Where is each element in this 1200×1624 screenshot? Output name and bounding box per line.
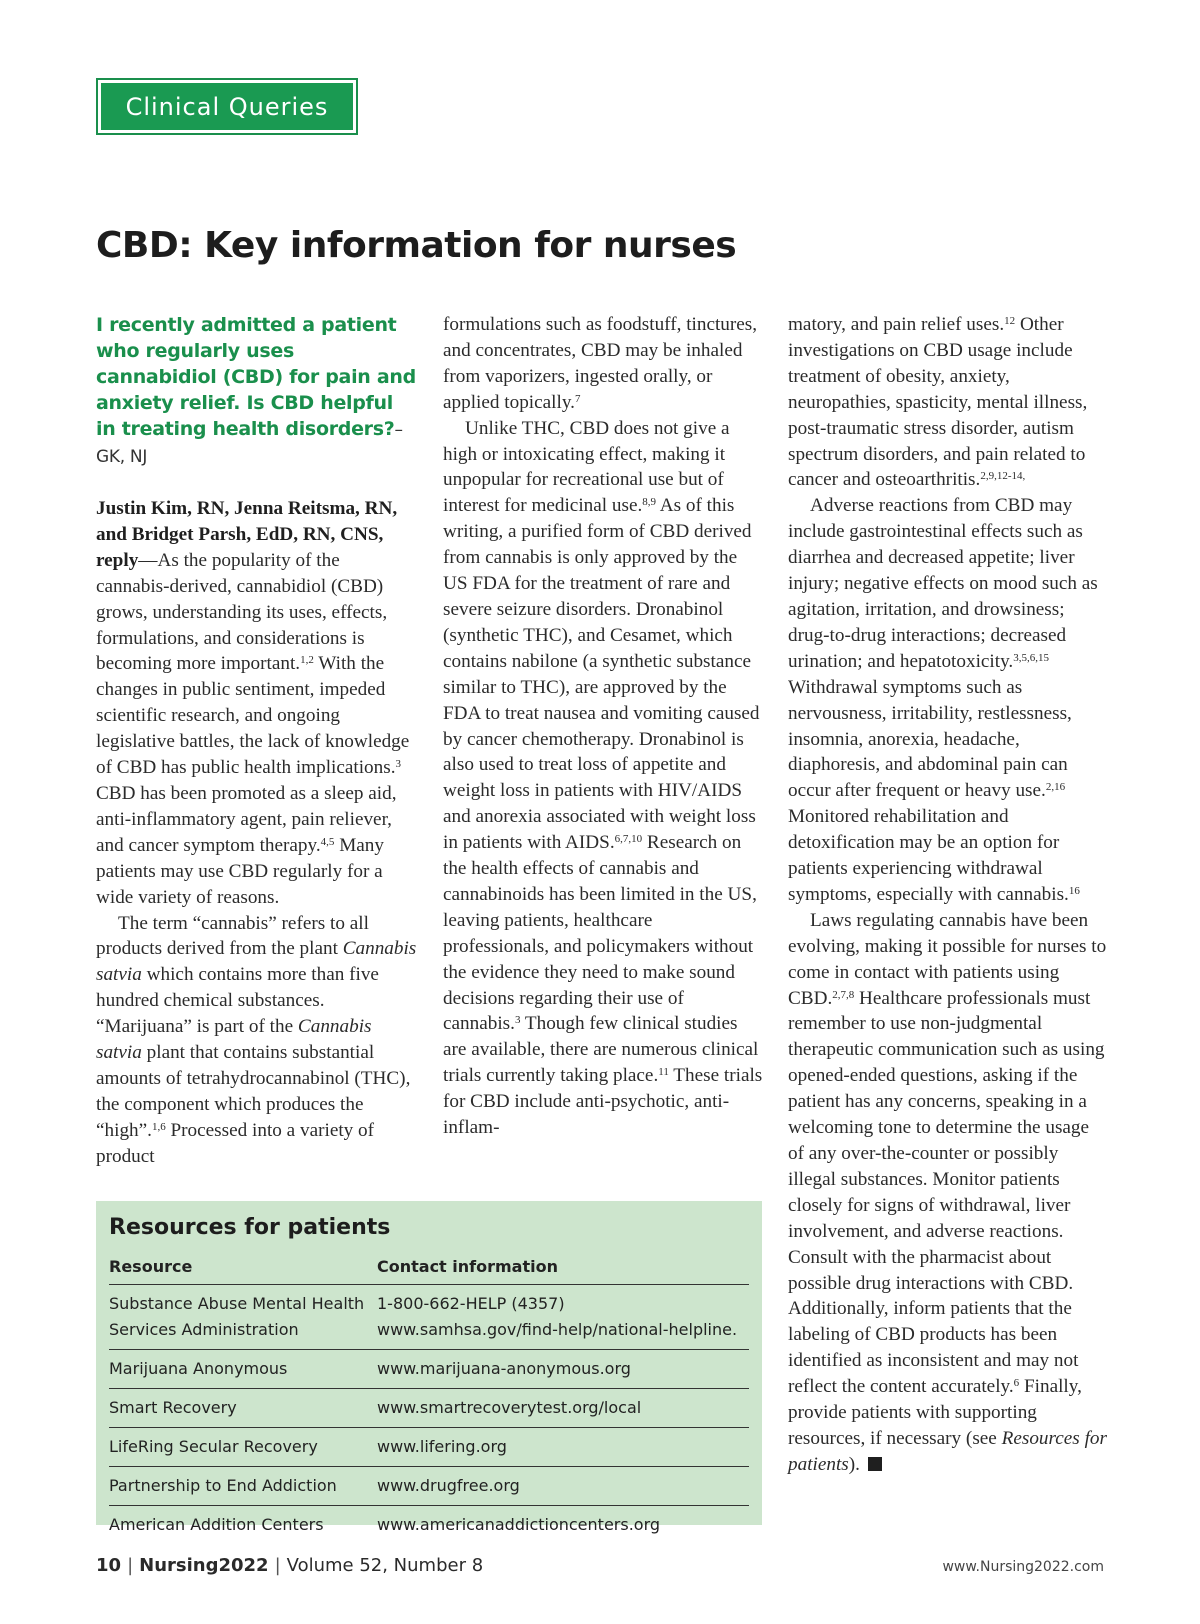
end-of-article-square-icon xyxy=(868,1457,882,1471)
citation: 12 xyxy=(1004,315,1016,327)
text-run: As of this writing, a purified form of CBD derived from cannabis is only approved by the US FDA for the treatment of rare and severe seizure disorders. Dronabinol (synthetic THC), and Cesamet, which contains nabilone (a synthetic substance similar to THC), are approved by the FDA to treat nausea and vomiting caused by cancer chemotherapy. Dronabinol is also used to treat loss of appetite and weight loss in patients with HIV/AIDS and anorexia associated with weight loss in patients with AIDS. xyxy=(443,495,760,854)
question-text: I recently admitted a patient who regularly uses cannabidiol (CBD) for pain and anxiety relief. Is CBD helpful in treating health disorders? xyxy=(96,314,416,440)
question-attribution: – GK, NJ xyxy=(96,420,403,467)
citation: 4,5 xyxy=(320,835,335,848)
text-run: plant that contains substantial amounts of tetrahydrocannabinol (THC), the component which produces the “high”. xyxy=(96,1042,411,1141)
citation: 3 xyxy=(395,758,401,771)
col1-paragraph-1 xyxy=(96,496,418,911)
footer-divider: | xyxy=(274,1555,281,1576)
resource-name: Substance Abuse Mental Health Services Administration xyxy=(109,1285,377,1350)
reader-question xyxy=(96,312,418,470)
text-run: Finally, provide patients with supporting resources, if necessary (see xyxy=(788,1376,1082,1449)
resource-contact: www.drugfree.org xyxy=(377,1467,749,1506)
resource-contact: www.marijuana-anonymous.org xyxy=(377,1350,749,1389)
col3-paragraph-1 xyxy=(788,312,1108,493)
citation: 6,7,10 xyxy=(614,833,643,846)
text-run: Many patients may use CBD regularly for a wide variety of reasons. xyxy=(96,834,384,908)
text-run: CBD has been promoted as a sleep aid, anti-inflammatory agent, pain reliever, and cancer symptom therapy. xyxy=(96,782,397,856)
magazine-name: Nursing2022 xyxy=(139,1555,269,1576)
text-run: ). xyxy=(848,1453,860,1475)
col3-paragraph-3 xyxy=(788,908,1108,1478)
text-run: These trials for CBD include anti-psychotic, anti-inflam- xyxy=(443,1065,763,1139)
resource-contact: 1-800-662-HELP (4357) www.samhsa.gov/find-help/national-helpline. xyxy=(377,1285,749,1350)
resource-contact: www.americanaddictioncenters.org xyxy=(377,1515,661,1534)
citation: 8,9 xyxy=(642,496,657,509)
author-byline: Justin Kim, RN, Jenna Reitsma, RN, and Bridget Parsh, EdD, RN, CNS, reply xyxy=(96,498,398,571)
column-header-contact: Contact information xyxy=(377,1257,749,1285)
footer-divider: | xyxy=(127,1555,134,1576)
page-number: 10 xyxy=(96,1555,122,1576)
text-run: The term “cannabis” refers to all products derived from the plant xyxy=(96,912,369,960)
resource-name: American Addition Centers xyxy=(109,1515,324,1534)
footer-folio xyxy=(96,1555,483,1576)
text-run: Adverse reactions from CBD may include gastrointestinal effects such as diarrhea and decreased appetite; liver injury; negative effects on mood such as agitation, irritation, and drowsiness; drug-to-drug interactions; decreased urination; and hepatotoxicity. xyxy=(788,495,1098,672)
citation: 2,9,12-14, xyxy=(980,470,1026,483)
table-row xyxy=(109,1285,749,1350)
text-run: Healthcare professionals must remember to use non-judgmental therapeutic communication such as using opened-ended questions, asking if the patient has any concerns, speaking in a welcoming tone to determine the usage of any over-the-counter or possibly illegal substances. Monitor patients closely for signs of withdrawal, liver involvement, and adverse reactions. Consult with the pharmacist about possible drug interactions with CBD. Additionally, inform patients that the labeling of CBD products has been identified as inconsistent and may not reflect the content accurately. xyxy=(788,987,1105,1398)
resources-table xyxy=(109,1257,749,1544)
table-header-row xyxy=(109,1257,749,1285)
citation: 16 xyxy=(1068,884,1080,897)
citation: 2,16 xyxy=(1045,781,1066,794)
column-header-resource: Resource xyxy=(109,1257,377,1285)
citation: 1,6 xyxy=(151,1120,166,1133)
text-run: Withdrawal symptoms such as nervousness, irritability, restlessness, insomnia, anorexia, headache, diaphoresis, and abdominal pain can occur after frequent or heavy use. xyxy=(788,676,1072,802)
table-row xyxy=(109,1350,749,1389)
italic-term: Cannabis satvia xyxy=(96,1016,372,1064)
text-run: which contains more than five hundred chemical substances. “Marijuana” is part of the xyxy=(96,964,379,1038)
resources-title: Resources for patients xyxy=(109,1215,391,1240)
table-row xyxy=(109,1506,749,1545)
citation: 3 xyxy=(514,1014,521,1027)
citation: 3,5,6,15 xyxy=(1013,651,1049,664)
table-row xyxy=(109,1389,749,1428)
text-run: Laws regulating cannabis have been evolving, making it possible for nurses to come in contact with patients using CBD. xyxy=(788,909,1107,1009)
text-run: Other investigations on CBD usage include treatment of obesity, anxiety, neuropathies, spasticity, mental illness, post-traumatic stress disorder, autism spectrum disorders, and pain related to cancer and osteoarthritis. xyxy=(788,314,1088,491)
text-column-2 xyxy=(443,312,763,1141)
citation: 2,7,8 xyxy=(832,988,855,1001)
text-run: matory, and pain relief uses. xyxy=(788,314,1005,335)
italic-term: Resources for patients xyxy=(788,1427,1107,1475)
text-run: Processed into a variety of product xyxy=(96,1119,375,1167)
text-run: Research on the health effects of cannabis and cannabinoids has been limited in the US, leaving patients, healthcare professionals, and policymakers without the evidence they need to make sound decisions regarding their use of cannabis. xyxy=(443,832,757,1035)
citation: 7 xyxy=(574,392,581,405)
text-run: Unlike THC, CBD does not give a high or intoxicating effect, making it unpopular for recreational use but of interest for medicinal use. xyxy=(443,417,730,517)
col1-paragraph-2 xyxy=(96,911,418,1170)
table-row xyxy=(109,1467,749,1506)
text-column-3 xyxy=(788,312,1108,1478)
col3-paragraph-2 xyxy=(788,493,1108,908)
resource-name: Smart Recovery xyxy=(109,1389,377,1428)
text-run: With the changes in public sentiment, impeded scientific research, and ongoing legislative battles, the lack of knowledge of CBD has public health implications. xyxy=(96,653,410,779)
col2-paragraph-2 xyxy=(443,416,763,1141)
citation: 1,2 xyxy=(300,654,314,667)
resources-box xyxy=(96,1201,762,1534)
resource-name: LifeRing Secular Recovery xyxy=(109,1428,377,1467)
text-run: formulations such as foodstuff, tinctures, and concentrates, CBD may be inhaled from vaporizers, ingested orally, or applied topically. xyxy=(443,314,758,413)
resource-name: Partnership to End Addiction xyxy=(109,1467,377,1506)
resource-contact: www.lifering.org xyxy=(377,1428,749,1467)
resource-contact: www.smartrecoverytest.org/local xyxy=(377,1389,749,1428)
text-run: Though few clinical studies are available, there are numerous clinical trials currently taking place. xyxy=(443,1013,759,1087)
section-tag xyxy=(96,78,358,135)
section-tag-label: Clinical Queries xyxy=(101,83,353,130)
col2-paragraph-1 xyxy=(443,312,763,416)
text-run: —As the popularity of the cannabis-derived, cannabidiol (CBD) grows, understanding its uses, effects, formulations, and considerations is becoming more important. xyxy=(96,549,388,675)
citation: 6 xyxy=(1013,1377,1020,1390)
italic-term: Cannabis satvia xyxy=(96,938,417,986)
footer-website: www.Nursing2022.com xyxy=(942,1559,1104,1575)
text-run: Monitored rehabilitation and detoxification may be an option for patients experiencing withdrawal symptoms, especially with cannabis. xyxy=(788,806,1069,905)
text-column-1 xyxy=(96,312,418,1170)
resource-name: Marijuana Anonymous xyxy=(109,1350,377,1389)
table-row xyxy=(109,1428,749,1467)
issue-info: Volume 52, Number 8 xyxy=(286,1555,484,1576)
article-title: CBD: Key information for nurses xyxy=(96,225,737,266)
citation: 11 xyxy=(658,1066,669,1079)
